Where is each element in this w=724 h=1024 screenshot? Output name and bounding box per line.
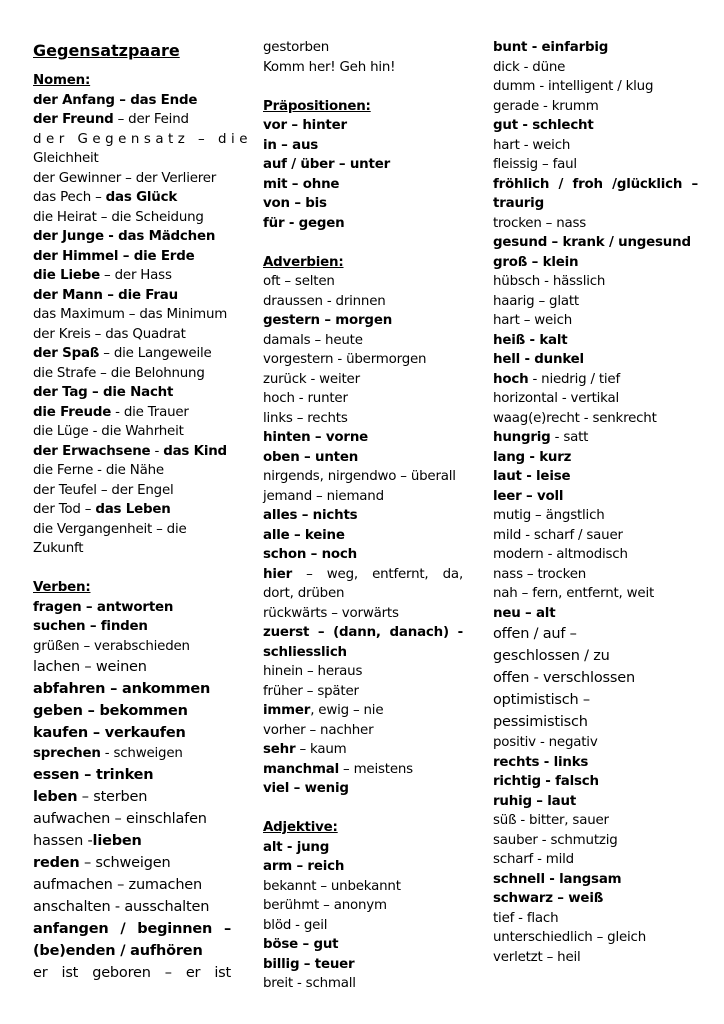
text: mild - scharf / sauer (493, 527, 623, 543)
word-pair-line (33, 110, 231, 130)
text: damals – heute (263, 332, 363, 348)
word-pair-line (493, 155, 698, 175)
bold-text: schwarz – weiß (493, 891, 604, 906)
text: hassen - (33, 832, 93, 849)
word-pair-line (263, 779, 463, 799)
word-pair-line (493, 792, 698, 812)
bold-text: hungrig (493, 430, 551, 445)
text: sauber - schmutzig (493, 832, 618, 848)
word-pair-line (263, 155, 463, 175)
text: nirgends, nirgendwo – überall (263, 469, 456, 484)
text: – der Feind (113, 112, 189, 127)
text: – weg, entfernt, da, (292, 566, 463, 582)
word-pair-line (493, 850, 698, 870)
word-pair-line (263, 370, 463, 390)
text: trocken – nass (493, 215, 587, 231)
word-pair-line (263, 448, 463, 468)
text: zurück - weiter (263, 371, 360, 387)
word-pair-line (493, 331, 698, 351)
word-pair-line (263, 857, 463, 877)
text: der Teufel – der Engel (33, 482, 174, 498)
word-pair-line (33, 188, 231, 208)
word-pair-line (263, 643, 463, 663)
text: hübsch - hässlich (493, 274, 606, 289)
bold-text: gesund – krank / ungesund (493, 235, 691, 250)
word-pair-line (493, 526, 698, 546)
bold-text: der Anfang – das Ende (33, 92, 198, 108)
word-pair-line (493, 253, 698, 273)
word-pair-line (493, 667, 698, 689)
word-pair-line (493, 370, 698, 390)
word-pair-line (33, 722, 231, 744)
word-pair-line (33, 442, 231, 462)
bold-text: für - gegen (263, 215, 345, 231)
section-heading: Nomen: (33, 73, 91, 88)
word-pair-line (33, 383, 231, 403)
spacer (33, 559, 231, 579)
text: optimistisch – (493, 692, 590, 708)
word-pair-line (493, 772, 698, 792)
word-pair-line (493, 116, 698, 136)
text: aufmachen – zumachen (33, 876, 203, 893)
word-pair-line (33, 786, 231, 808)
text: verletzt – heil (493, 949, 581, 965)
word-pair-line (493, 409, 698, 429)
bold-text: leer – voll (493, 488, 564, 504)
text: oft – selten (263, 274, 335, 289)
word-pair-line (493, 136, 698, 156)
text: die Vergangenheit – die (33, 521, 187, 537)
word-pair-line (493, 467, 698, 487)
word-pair-line (263, 740, 463, 760)
text: das Pech – (33, 190, 106, 205)
word-pair-line (263, 409, 463, 429)
text: breit - schmall (263, 976, 356, 991)
column-3 (493, 38, 698, 967)
bold-text: hoch (493, 371, 529, 387)
bold-text: manchmal (263, 761, 339, 777)
word-pair-line (263, 935, 463, 955)
bold-text: böse – gut (263, 937, 339, 952)
text: der Kreis – das Quadrat (33, 326, 186, 342)
text: der Gegensatz – die (33, 131, 252, 147)
word-pair-line (263, 58, 463, 78)
word-pair-line (493, 389, 698, 409)
bold-text: alle – keine (263, 527, 345, 543)
text: die Heirat – die Scheidung (33, 209, 204, 225)
section-heading: Präpositionen: (263, 98, 371, 114)
word-pair-line (33, 169, 231, 189)
text: geschlossen / zu (493, 648, 610, 664)
word-pair-line (493, 733, 698, 753)
word-pair-line (33, 598, 231, 618)
word-pair-line (263, 311, 463, 331)
bold-text: in – aus (263, 137, 319, 153)
word-pair-line (263, 526, 463, 546)
word-pair-line (33, 852, 231, 874)
word-pair-line (33, 940, 231, 962)
bold-text: lang - kurz (493, 449, 572, 465)
word-pair-line (33, 520, 231, 540)
bold-text: hinten – vorne (263, 430, 369, 445)
word-pair-line (33, 130, 252, 150)
text: der Tod – (33, 502, 96, 517)
text: waag(e)recht - senkrecht (493, 410, 657, 426)
word-pair-line (33, 208, 231, 228)
column-2 (263, 38, 463, 994)
word-pair-line (263, 389, 463, 409)
text: dort, drüben (263, 586, 345, 601)
bold-text: zuerst – (dann, danach) - (263, 625, 463, 640)
text: – schweigen (79, 854, 171, 871)
word-pair-line (493, 889, 698, 909)
bold-text: auf / über – unter (263, 157, 390, 172)
word-pair-line (263, 350, 463, 370)
word-pair-line (33, 539, 231, 559)
bold-text: leben (33, 788, 78, 805)
word-pair-line (33, 896, 231, 918)
word-pair-line (493, 272, 698, 292)
word-pair-line (493, 909, 698, 929)
word-pair-line (33, 344, 231, 364)
text: offen - verschlossen (493, 670, 635, 686)
word-pair-line (263, 467, 463, 487)
text: – die Langeweile (99, 346, 212, 361)
bold-text: hier (263, 566, 293, 582)
column-1 (33, 38, 252, 984)
text: gerade - krumm (493, 98, 599, 114)
bold-text: ruhig – laut (493, 793, 577, 809)
section-heading: Adverbien: (263, 254, 344, 270)
word-pair-line (493, 604, 698, 624)
word-pair-line (263, 38, 463, 58)
text: unterschiedlich – gleich (493, 930, 646, 945)
bold-text: das Glück (105, 190, 178, 205)
word-pair-line (33, 656, 231, 678)
text: nah – fern, entfernt, weit (493, 586, 655, 601)
word-pair-line (493, 623, 698, 645)
bold-text: lieben (92, 832, 142, 849)
word-pair-line (493, 753, 698, 773)
word-pair-line (493, 292, 698, 312)
text: positiv - negativ (493, 735, 598, 750)
bold-text: essen – trinken (33, 766, 154, 783)
word-pair-line (263, 545, 463, 565)
text: blöd - geil (263, 917, 328, 933)
bold-text: fröhlich / froh /glücklich – (493, 176, 698, 192)
word-pair-line (493, 448, 698, 468)
text: - die Trauer (111, 404, 189, 420)
text: vorgestern - übermorgen (263, 352, 427, 367)
text: draussen - drinnen (263, 293, 386, 309)
text: gestorben (263, 40, 330, 55)
bold-text: geben – bekommen (33, 703, 188, 719)
bold-text: abfahren – ankommen (33, 681, 211, 697)
text: nass – trocken (493, 566, 587, 582)
text: aufwachen – einschlafen (33, 810, 207, 827)
bold-text: arm – reich (263, 859, 345, 874)
word-pair-line (33, 286, 231, 306)
bold-text: der Spaß (33, 346, 100, 361)
word-pair-line (493, 811, 698, 831)
text: hoch - runter (263, 391, 348, 406)
word-pair-line (493, 311, 698, 331)
word-pair-line (263, 701, 463, 721)
word-pair-line (33, 325, 231, 345)
text: grüßen – verabschieden (33, 638, 190, 654)
text: berühmt – anonym (263, 898, 387, 913)
text: rückwärts – vorwärts (263, 605, 399, 621)
word-pair-line (263, 760, 463, 780)
word-pair-line (33, 962, 231, 984)
word-pair-line (263, 116, 463, 136)
word-pair-line (263, 331, 463, 351)
bold-text: viel – wenig (263, 781, 349, 796)
text: anschalten - ausschalten (33, 898, 210, 915)
text: süß - bitter, sauer (493, 813, 609, 828)
text: - (150, 443, 164, 459)
bold-text: rechts - links (493, 754, 589, 770)
word-pair-line (33, 678, 231, 700)
text: – sterben (77, 788, 148, 805)
text: das Maximum – das Minimum (33, 307, 228, 322)
section-heading: Adjektive: (263, 820, 338, 835)
bold-text: billig – teuer (263, 956, 355, 972)
word-pair-line (263, 955, 463, 975)
word-pair-line (493, 194, 698, 214)
bold-text: oben – unten (263, 449, 359, 465)
word-pair-line (493, 58, 698, 78)
bold-text: der Erwachsene (33, 443, 151, 459)
bold-text: hell - dunkel (493, 352, 584, 367)
bold-text: (be)enden / aufhören (33, 942, 203, 959)
text: – kaum (295, 742, 347, 757)
bold-text: alles – nichts (263, 508, 358, 523)
text: offen / auf – (493, 626, 577, 642)
bold-text: schon – noch (263, 547, 357, 562)
text: - niedrig / tief (528, 371, 620, 387)
spacer (263, 77, 463, 97)
spacer (263, 233, 463, 253)
word-pair-line (33, 305, 231, 325)
word-pair-line (493, 711, 698, 733)
text: - satt (550, 430, 589, 445)
word-pair-line (33, 247, 231, 267)
text: jemand – niemand (263, 488, 384, 504)
text: haarig – glatt (493, 293, 579, 309)
bold-text: schliesslich (263, 644, 347, 660)
word-pair-line (493, 689, 698, 711)
word-pair-line (493, 350, 698, 370)
word-pair-line (493, 38, 698, 58)
text: pessimistisch (493, 714, 588, 730)
word-pair-line (493, 506, 698, 526)
text: links – rechts (263, 410, 348, 426)
word-pair-line (33, 149, 231, 169)
word-pair-line (33, 830, 231, 852)
bold-text: mit – ohne (263, 176, 340, 192)
text: – meistens (338, 761, 413, 777)
word-pair-line (263, 604, 463, 624)
text: er ist geboren – er ist (33, 964, 231, 981)
text: lachen – weinen (33, 659, 147, 675)
word-pair-line (263, 584, 463, 604)
word-pair-line (33, 637, 231, 657)
word-pair-line (263, 974, 463, 994)
word-pair-line (33, 764, 231, 786)
word-pair-line (493, 175, 698, 195)
page-title: Gegensatzpaare (33, 41, 180, 60)
bold-text: vor – hinter (263, 118, 347, 133)
bold-text: sehr (263, 742, 296, 757)
bold-text: die Liebe (33, 268, 100, 283)
text: dumm - intelligent / klug (493, 79, 654, 94)
word-pair-line (263, 292, 463, 312)
bold-text: schnell - langsam (493, 871, 622, 887)
word-pair-line (33, 700, 231, 722)
text: , ewig – nie (310, 703, 384, 718)
bold-text: groß – klein (493, 254, 579, 270)
text: dick - düne (493, 59, 566, 75)
word-pair-line (263, 272, 463, 292)
text: fleissig – faul (493, 157, 577, 172)
bold-text: der Freund (33, 112, 114, 127)
word-pair-line (33, 403, 231, 423)
bold-text: traurig (493, 196, 544, 211)
word-pair-line (33, 874, 231, 896)
bold-text: der Himmel – die Erde (33, 248, 195, 264)
text: hart - weich (493, 137, 571, 153)
bold-text: alt - jung (263, 839, 330, 855)
bold-text: reden (33, 854, 80, 871)
text: Zukunft (33, 541, 84, 556)
word-pair-line (493, 233, 698, 253)
word-pair-line (263, 487, 463, 507)
bold-text: bunt - einfarbig (493, 40, 609, 55)
word-pair-line (263, 194, 463, 214)
text: mutig – ängstlich (493, 508, 605, 523)
bold-text: heiß - kalt (493, 332, 568, 348)
text: bekannt – unbekannt (263, 878, 401, 894)
text: Komm her! Geh hin! (263, 59, 396, 75)
word-pair-line (263, 896, 463, 916)
text: die Lüge - die Wahrheit (33, 424, 184, 439)
text: tief - flach (493, 910, 559, 926)
section-heading: Verben: (33, 580, 91, 595)
word-pair-line (493, 428, 698, 448)
word-pair-line (493, 645, 698, 667)
bold-text: immer (263, 703, 311, 718)
word-pair-line (263, 721, 463, 741)
bold-text: die Freude (33, 404, 112, 420)
word-pair-line (33, 422, 231, 442)
word-pair-line (33, 744, 231, 764)
text: scharf - mild (493, 852, 574, 867)
word-pair-line (33, 227, 231, 247)
word-pair-line (263, 623, 463, 643)
word-pair-line (263, 136, 463, 156)
word-pair-line (263, 838, 463, 858)
word-pair-line (33, 808, 231, 830)
word-pair-line (493, 948, 698, 968)
spacer (33, 64, 231, 71)
word-pair-line (263, 428, 463, 448)
text: modern - altmodisch (493, 547, 628, 562)
text: früher – später (263, 683, 359, 699)
word-pair-line (263, 916, 463, 936)
spacer (263, 799, 463, 819)
text: hinein – heraus (263, 664, 363, 679)
bold-text: fragen – antworten (33, 599, 174, 615)
word-pair-line (33, 364, 231, 384)
text: Gleichheit (33, 151, 99, 166)
bold-text: der Junge - das Mädchen (33, 229, 216, 244)
bold-text: suchen – finden (33, 619, 148, 634)
word-pair-line (493, 97, 698, 117)
bold-text: das Kind (163, 443, 227, 459)
word-pair-line (33, 91, 231, 111)
bold-text: der Tag – die Nacht (33, 385, 174, 400)
text: die Ferne - die Nähe (33, 463, 164, 478)
text: vorher – nachher (263, 722, 374, 738)
bold-text: neu – alt (493, 605, 556, 621)
word-pair-line (263, 506, 463, 526)
word-pair-line (263, 565, 463, 585)
word-pair-line (493, 831, 698, 851)
word-pair-line (493, 77, 698, 97)
word-pair-line (33, 481, 231, 501)
word-pair-line (493, 214, 698, 234)
word-pair-line (493, 487, 698, 507)
word-pair-line (33, 617, 231, 637)
bold-text: von – bis (263, 196, 327, 211)
word-pair-line (493, 870, 698, 890)
word-pair-line (263, 877, 463, 897)
text: der Gewinner – der Verlierer (33, 170, 217, 186)
word-pair-line (33, 500, 231, 520)
text: – der Hass (100, 268, 172, 283)
word-pair-line (263, 662, 463, 682)
bold-text: laut - leise (493, 469, 571, 484)
bold-text: sprechen (33, 746, 101, 761)
bold-text: kaufen – verkaufen (33, 725, 186, 741)
bold-text: das Leben (95, 502, 171, 517)
word-pair-line (33, 461, 231, 481)
word-pair-line (493, 545, 698, 565)
bold-text: richtig - falsch (493, 774, 599, 789)
bold-text: anfangen / beginnen – (33, 920, 231, 937)
word-pair-line (263, 682, 463, 702)
text: - schweigen (100, 746, 183, 761)
word-pair-line (33, 266, 231, 286)
bold-text: gut - schlecht (493, 118, 594, 133)
word-pair-line (263, 175, 463, 195)
bold-text: der Mann – die Frau (33, 287, 178, 303)
word-pair-line (493, 584, 698, 604)
word-pair-line (263, 214, 463, 234)
word-pair-line (33, 918, 231, 940)
word-pair-line (493, 928, 698, 948)
text: die Strafe – die Belohnung (33, 365, 205, 381)
text: hart – weich (493, 313, 573, 328)
text: horizontal - vertikal (493, 391, 620, 406)
bold-text: gestern – morgen (263, 313, 393, 328)
word-pair-line (493, 565, 698, 585)
